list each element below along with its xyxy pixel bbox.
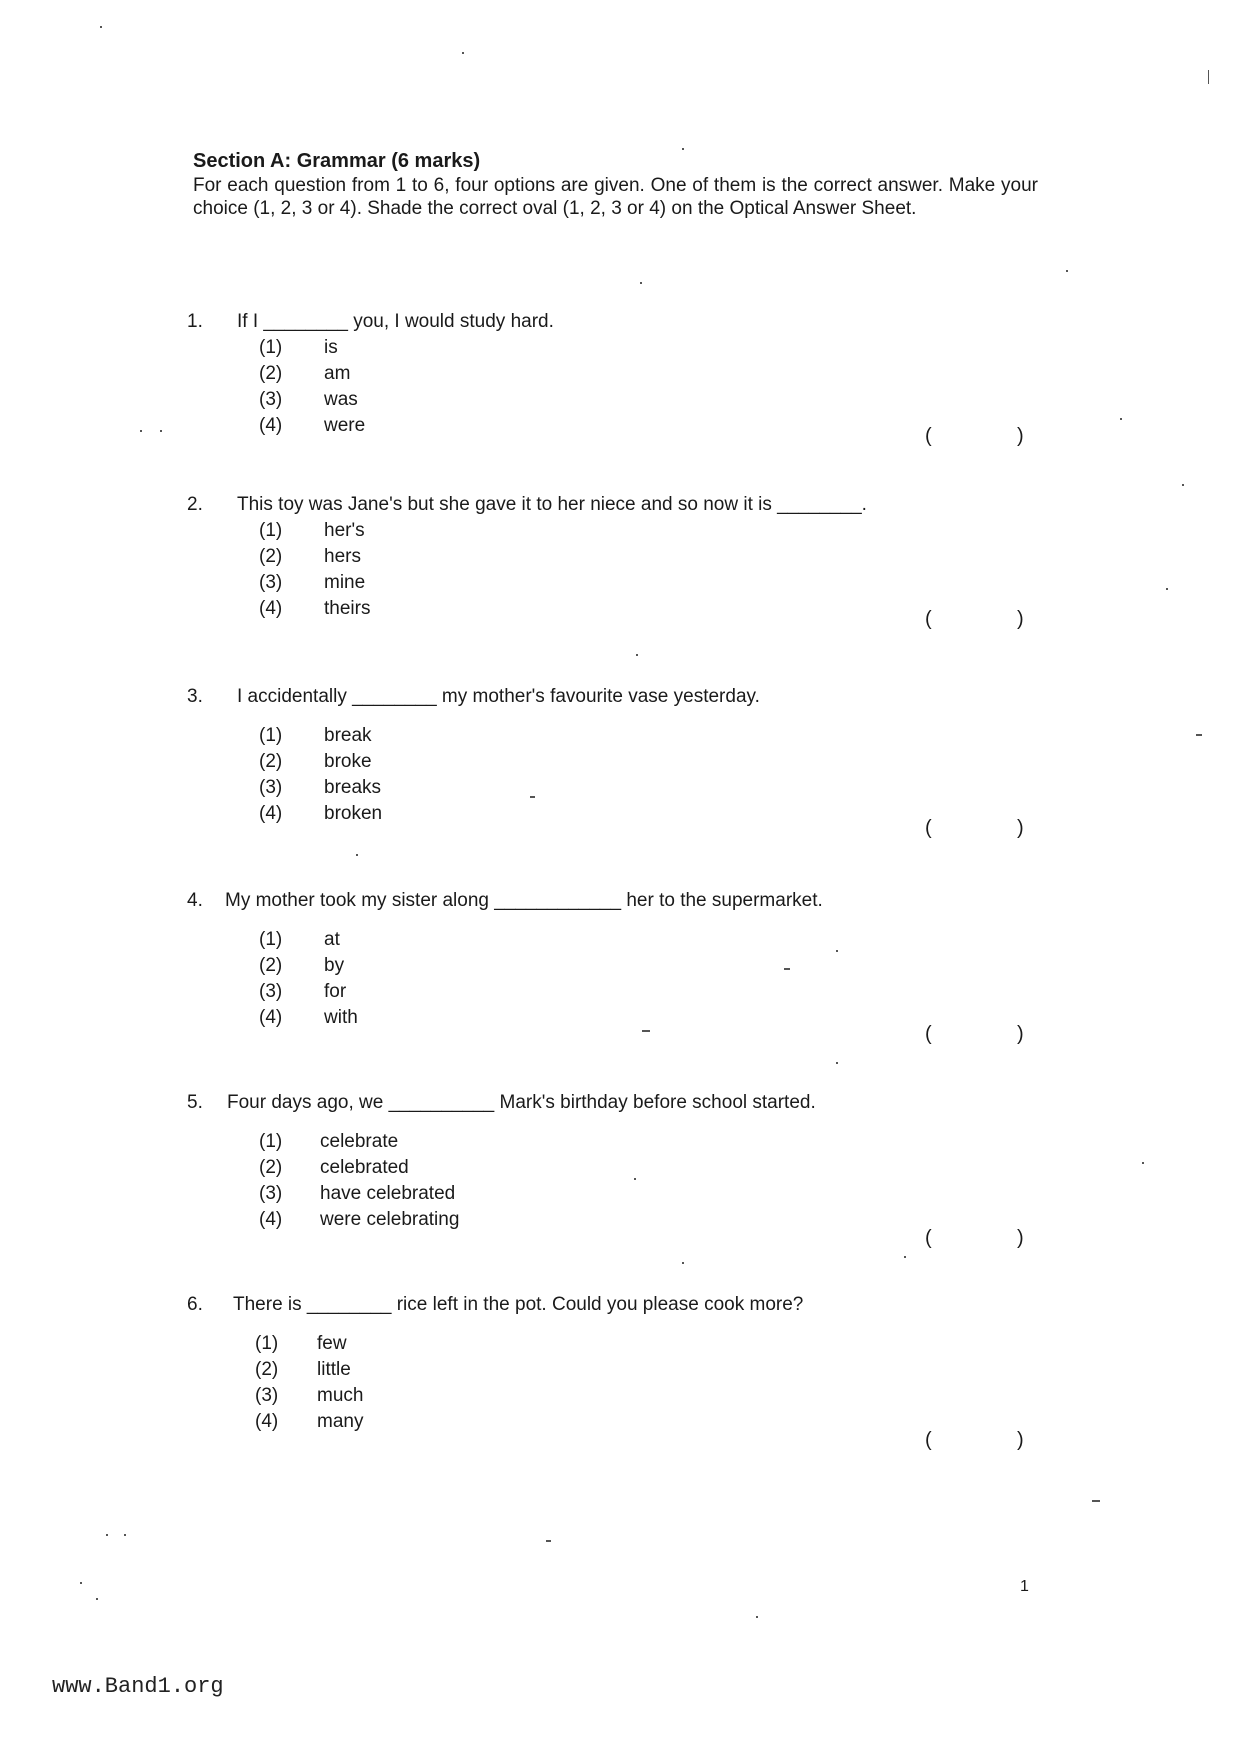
option-3: (3) was (259, 389, 358, 410)
option-4: (4) theirs (259, 598, 371, 619)
question-stem (187, 492, 1047, 518)
option-2: (2) celebrated (259, 1157, 409, 1178)
scan-speck (1066, 270, 1068, 272)
answer-paren-right: ) (1017, 1227, 1024, 1249)
question-1 (187, 309, 1047, 447)
scan-speck (1182, 484, 1184, 486)
option-1: (1) break (259, 725, 372, 746)
answer-paren-right: ) (1017, 1023, 1024, 1045)
scan-speck (530, 796, 535, 798)
scan-speck (1208, 70, 1209, 84)
scan-speck (160, 430, 162, 432)
option-1: (1) few (255, 1333, 347, 1354)
scan-speck (462, 52, 464, 54)
question-stem (187, 684, 1047, 710)
options-list (187, 1129, 1047, 1233)
option-2: (2) by (259, 955, 345, 976)
options-list (187, 927, 1047, 1031)
scan-speck (636, 654, 638, 656)
answer-paren-left: ( (925, 1429, 932, 1451)
option-4: (4) with (259, 1007, 358, 1028)
question-number: 1. (187, 311, 203, 332)
scan-speck (356, 854, 358, 856)
question-stem (187, 1292, 1047, 1318)
scan-speck (756, 1616, 758, 1618)
scan-speck (1142, 1162, 1144, 1164)
question-text: If I ________ you, I would study hard. (237, 311, 554, 332)
scan-speck (124, 1534, 126, 1536)
option-4: (4) many (255, 1411, 364, 1432)
answer-paren-right: ) (1017, 608, 1024, 630)
options-list (187, 723, 1047, 827)
option-4: (4) were celebrating (259, 1209, 460, 1230)
footer-url: www.Band1.org (52, 1674, 224, 1699)
section-instructions: For each question from 1 to 6, four options are given. One of them is the correct answer. Make your choice (1, 2, 3 or 4). Shade the correct oval (1, 2, 3 or 4) on the Optical Answer Sheet. (193, 175, 1038, 219)
scan-speck (1120, 418, 1122, 420)
question-text: This toy was Jane's but she gave it to her niece and so now it is ________. (237, 494, 867, 515)
question-2 (187, 492, 1047, 630)
question-number: 3. (187, 686, 203, 707)
option-3: (3) have celebrated (259, 1183, 456, 1204)
options-list (187, 1331, 1047, 1435)
options-list (187, 335, 1047, 439)
option-2: (2) hers (259, 546, 361, 567)
answer-paren-right: ) (1017, 425, 1024, 447)
scan-speck (106, 1534, 108, 1536)
option-2: (2) am (259, 363, 351, 384)
scan-speck (682, 1262, 684, 1264)
scan-speck (1196, 734, 1202, 736)
question-text: I accidentally ________ my mother's favourite vase yesterday. (237, 686, 760, 707)
scan-speck (784, 968, 790, 970)
option-1: (1) is (259, 337, 338, 358)
option-3: (3) mine (259, 572, 366, 593)
answer-paren-left: ( (925, 817, 932, 839)
option-3: (3) for (259, 981, 347, 1002)
scan-speck (1166, 588, 1168, 590)
question-text: There is ________ rice left in the pot. Could you please cook more? (233, 1294, 804, 1315)
scan-speck (682, 148, 684, 150)
answer-paren-right: ) (1017, 817, 1024, 839)
scan-speck (96, 1598, 98, 1600)
scan-speck (634, 1178, 636, 1180)
answer-paren-left: ( (925, 608, 932, 630)
scan-speck (140, 430, 142, 432)
scan-speck (836, 1062, 838, 1064)
question-6 (187, 1292, 1047, 1451)
answer-paren-left: ( (925, 1023, 932, 1045)
answer-paren-left: ( (925, 425, 932, 447)
question-3 (187, 684, 1047, 839)
option-2: (2) broke (259, 751, 372, 772)
option-1: (1) her's (259, 520, 365, 541)
options-list (187, 518, 1047, 622)
option-4: (4) broken (259, 803, 383, 824)
scan-speck (80, 1582, 82, 1584)
option-1: (1) at (259, 929, 340, 950)
question-text: Four days ago, we __________ Mark's birthday before school started. (227, 1092, 816, 1113)
answer-paren-right: ) (1017, 1429, 1024, 1451)
question-stem (187, 309, 1047, 335)
section-header (193, 149, 1038, 220)
question-4 (187, 888, 1047, 1045)
scan-speck (546, 1540, 551, 1542)
option-1: (1) celebrate (259, 1131, 399, 1152)
question-stem (187, 888, 1047, 914)
scan-speck (836, 950, 838, 952)
question-stem (187, 1090, 1047, 1116)
option-3: (3) breaks (259, 777, 382, 798)
answer-paren-left: ( (925, 1227, 932, 1249)
scan-speck (1092, 1500, 1100, 1502)
scan-speck (642, 1030, 650, 1032)
scan-speck (904, 1256, 906, 1258)
question-text: My mother took my sister along ____________ her to the supermarket. (225, 890, 823, 911)
scan-speck (640, 282, 642, 284)
section-title: Section A: Grammar (6 marks) (193, 150, 481, 172)
question-number: 6. (187, 1294, 203, 1315)
question-number: 2. (187, 494, 203, 515)
option-4: (4) were (259, 415, 366, 436)
question-number: 4. (187, 890, 203, 911)
option-2: (2) little (255, 1359, 351, 1380)
question-number: 5. (187, 1092, 203, 1113)
question-5 (187, 1090, 1047, 1249)
option-3: (3) much (255, 1385, 364, 1406)
scan-speck (100, 26, 102, 28)
page-number: 1 (1020, 1578, 1029, 1595)
